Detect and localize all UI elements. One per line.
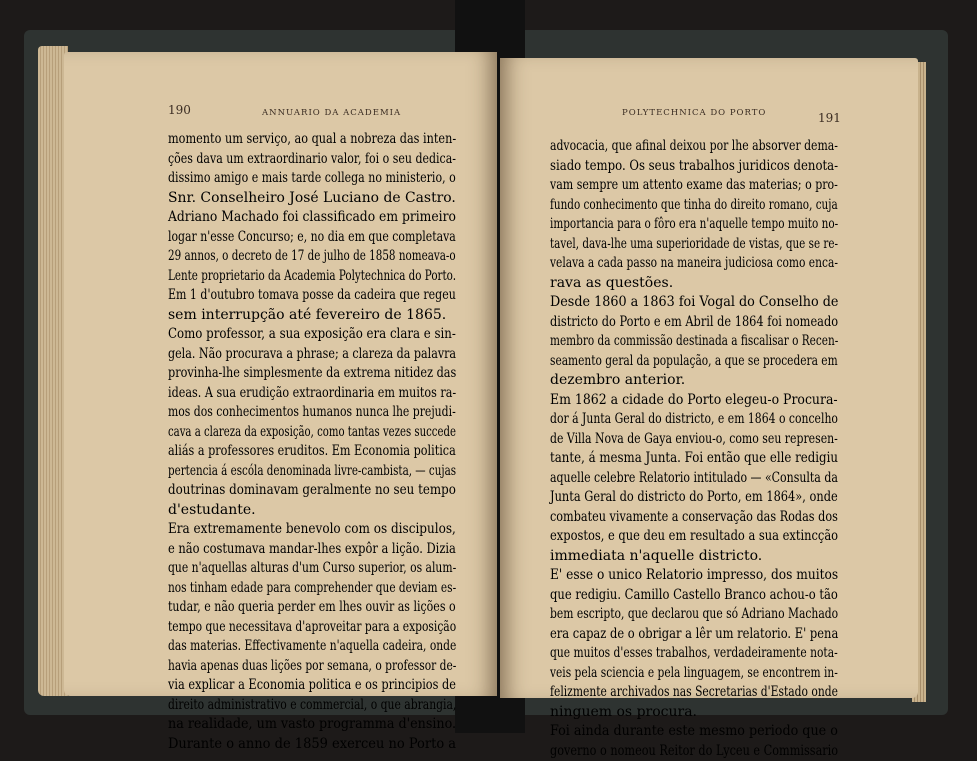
text-line: vam sempre um attento exame das materias; o pro- bbox=[550, 176, 777, 196]
text-line: aliás a professores eruditos. Em Economia politica bbox=[168, 442, 398, 462]
text-line: siado tempo. Os seus trabalhos juridicos denota- bbox=[550, 157, 790, 177]
right-page-number: 191 bbox=[818, 111, 841, 125]
text-line: Era extremamente benevolo com os discipulos, bbox=[168, 520, 416, 540]
text-line: veis pela sciencia e pela linguagem, se encontrem in- bbox=[550, 664, 769, 684]
text-line: sem interrupção até fevereiro de 1865. bbox=[168, 306, 456, 326]
left-page-number: 190 bbox=[168, 103, 191, 117]
text-line: momento um serviço, ao qual a nobreza das inten- bbox=[168, 130, 400, 150]
text-line: Durante o anno de 1859 exerceu no Porto a bbox=[168, 735, 436, 755]
text-line: dor á Junta Geral do districto, e em 1864 o concelho bbox=[550, 410, 773, 430]
text-line: bem escripto, que declarou que só Adriano Machado bbox=[550, 605, 771, 625]
text-line: advocacia, que afinal deixou por lhe absorver dema- bbox=[550, 137, 774, 157]
text-line: immediata n'aquelle districto. bbox=[550, 547, 838, 567]
text-line: combateu vivamente a conservação das Rodas dos bbox=[550, 508, 781, 528]
text-line: nos tinham edade para comprehender que deviam es- bbox=[168, 579, 385, 599]
text-line: rava as questões. bbox=[550, 274, 838, 294]
text-line: dezembro anterior. bbox=[550, 371, 838, 391]
text-line: Em 1 d'outubro tomava posse da cadeira que regeu bbox=[168, 286, 394, 306]
text-line: era capaz de o obrigar a lêr um relatorio. E' pena bbox=[550, 625, 786, 645]
text-line: fundo conhecimento que tinha do direito romano, cuja bbox=[550, 196, 764, 216]
text-line: Junta Geral do districto do Porto, em 1864», onde bbox=[550, 488, 784, 508]
text-line: ções dava um extraordinario valor, foi o seu dedica- bbox=[168, 150, 394, 170]
text-line: Foi ainda durante este mesmo periodo que o bbox=[550, 722, 812, 742]
text-line: via explicar a Economia politica e os principios de bbox=[168, 676, 401, 696]
text-line: que muitos d'esses trabalhos, verdadeiramente nota- bbox=[550, 644, 770, 664]
text-line: aquelle celebre Relatorio intitulado — «Consulta da bbox=[550, 469, 775, 489]
text-line: e não costumava mandar-lhes expôr a lição. Dizia bbox=[168, 540, 404, 560]
text-line: E' esse o unico Relatorio impresso, dos muitos bbox=[550, 566, 801, 586]
text-line: de Villa Nova de Gaya enviou-o, como seu represen- bbox=[550, 430, 774, 450]
text-line: provinha-lhe simplesmente da extrema nitidez das bbox=[168, 364, 400, 384]
text-line: pertencia á escóla denominada livre-cambista, — cujas bbox=[168, 462, 381, 482]
text-line: Adriano Machado foi classificado em primeiro bbox=[168, 208, 422, 228]
text-line: que n'aquellas alturas d'um Curso superior, os alum- bbox=[168, 559, 390, 579]
text-line: que redigiu. Camillo Castello Branco achou-o tão bbox=[550, 586, 788, 606]
text-line: Lente proprietario da Academia Polytechnica do Porto. bbox=[168, 267, 381, 287]
text-line: tempo que necessitava d'aproveitar para a exposição bbox=[168, 618, 388, 638]
text-line: Snr. Conselheiro José Luciano de Castro. bbox=[168, 189, 454, 209]
text-line: havia apenas duas lições por semana, o professor de- bbox=[168, 657, 387, 677]
text-line: tante, á mesma Junta. Foi então que elle redigiu bbox=[550, 449, 793, 469]
text-line: na realidade, um vasto programma d'ensino. bbox=[168, 715, 430, 735]
text-line: tavel, dava-lhe uma superioridade de vistas, que se re- bbox=[550, 235, 764, 255]
text-line: doutrinas dominavam geralmente no seu tempo bbox=[168, 481, 412, 501]
text-line: das materias. Effectivamente n'aquella cadeira, onde bbox=[168, 637, 388, 657]
text-line: dissimo amigo e mais tarde collega no ministerio, o bbox=[168, 169, 395, 189]
text-line: felizmente archivados nas Secretarias d'Estado onde bbox=[550, 683, 771, 703]
text-line: governo o nomeou Reitor do Lyceu e Commissario bbox=[550, 742, 782, 761]
right-running-head: POLYTECHNICA DO PORTO bbox=[622, 108, 766, 118]
text-line: d'estudante. bbox=[168, 501, 456, 521]
text-line: velava a cada passo na maneira judiciosa como enca- bbox=[550, 254, 769, 274]
text-line: districto do Porto e em Abril de 1864 foi nomeado bbox=[550, 313, 784, 333]
left-running-head: ANNUARIO DA ACADEMIA bbox=[262, 108, 401, 118]
text-line: ninguem os procura. bbox=[550, 703, 838, 723]
text-line: gela. Não procurava a phrase; a clareza da palavra bbox=[168, 345, 396, 365]
text-line: membro da commissão destinada a fiscalisar o Recen- bbox=[550, 332, 766, 352]
text-line: Em 1862 a cidade do Porto elegeu-o Procura- bbox=[550, 391, 807, 411]
text-line: ideas. A sua erudição extraordinaria em muitos ra- bbox=[168, 384, 398, 404]
left-page-text bbox=[168, 130, 456, 754]
text-line: tudar, e não queria perder em lhes ouvir as lições o bbox=[168, 598, 395, 618]
text-line: seamento geral da população, a que se procedera em bbox=[550, 352, 768, 372]
text-line: logar n'esse Concurso; e, no dia em que completava bbox=[168, 228, 392, 248]
text-line: mos dos conhecimentos humanos nunca lhe prejudi- bbox=[168, 403, 391, 423]
text-line: Como professor, a sua exposição era clara e sin- bbox=[168, 325, 411, 345]
text-line: 29 annos, o decreto de 17 de julho de 1858 nomeava-o bbox=[168, 247, 381, 267]
right-page-text bbox=[550, 137, 838, 761]
text-line: cava a clareza da exposição, como tantas vezes succede bbox=[168, 423, 376, 443]
text-line: direito administrativo e commercial, o que abrangia, bbox=[168, 696, 390, 716]
text-line: importancia para o fôro era n'aquelle tempo muito no- bbox=[550, 215, 765, 235]
text-line: Desde 1860 a 1863 foi Vogal do Conselho de bbox=[550, 293, 812, 313]
text-line: expostos, e que deu em resultado a sua extincção bbox=[550, 527, 786, 547]
